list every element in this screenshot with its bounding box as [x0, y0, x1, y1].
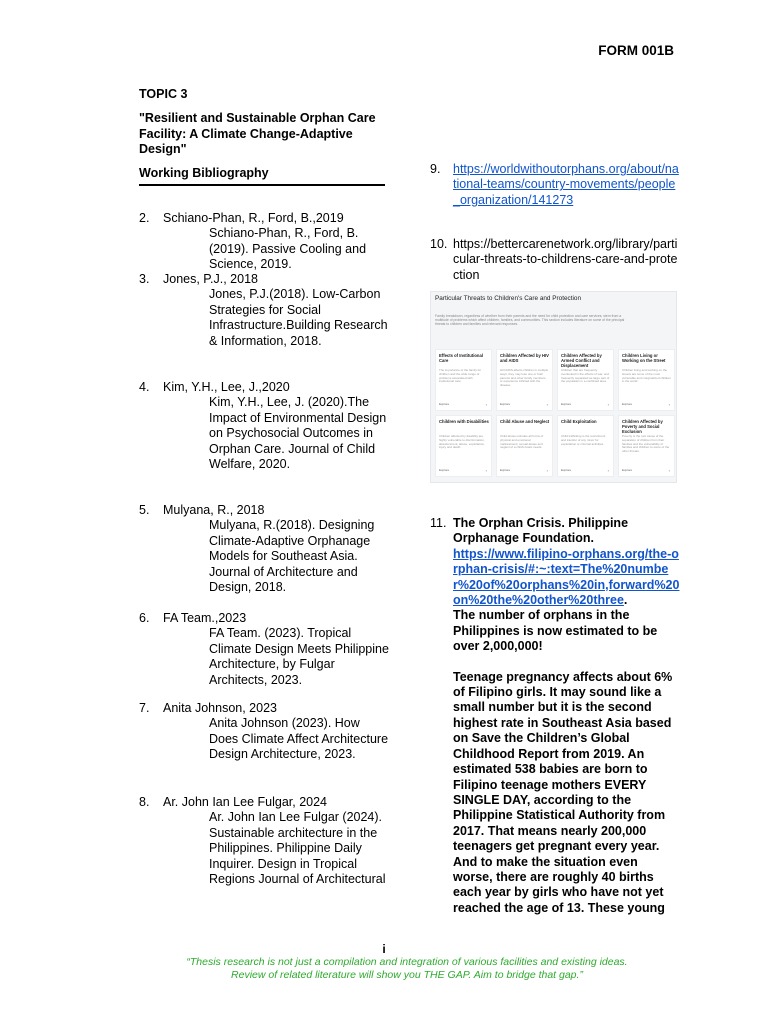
card-explore-link: Explore — [500, 468, 511, 472]
chevron-right-icon: › — [668, 402, 670, 407]
bibliography-entry — [139, 211, 389, 273]
entry-number: 3. — [139, 272, 150, 286]
card-explore-link: Explore — [500, 402, 511, 406]
entry-citation: Schiano-Phan, R., Ford, B. (2019). Passive Cooling and Science, 2019. — [209, 226, 367, 272]
chevron-right-icon: › — [607, 402, 609, 407]
filipino-orphans-link[interactable]: https://www.filipino-orphans.org/the-orphan-crisis/#:~:text=The%20number%20of%20orphans%20in,forward%20on%20the%20other%20three — [453, 546, 680, 608]
threat-card — [618, 415, 675, 477]
entry-number: 7. — [139, 701, 150, 715]
card-description: Children living and working on the streets are some of the most vulnerable and marginalized children in the world. — [622, 369, 671, 384]
threat-card — [496, 415, 553, 477]
card-description: Child abuse includes all forms of physical and emotional maltreatment, sexual abuse and neglect of a child's basic needs. — [500, 435, 544, 450]
card-explore-link: Explore — [439, 468, 450, 472]
card-explore-link: Explore — [561, 468, 572, 472]
card-description: HIV/AIDS affects children in multiple ways, they may lose one or both parents and other family members or experience inflicted with the disease. — [500, 369, 549, 388]
entry-source: The Orphan Crisis. Philippine Orphanage Foundation. — [453, 516, 629, 546]
thesis-title: "Resilient and Sustainable Orphan Care Facility: A Climate Change-Adaptive Design" — [139, 111, 376, 156]
card-title: Children with Disabilities — [439, 419, 489, 424]
embedded-webpage-screenshot — [430, 291, 677, 483]
world-without-orphans-link[interactable]: https://worldwithoutorphans.org/about/national-teams/country-movements/people_organization/141273 — [453, 162, 679, 207]
screenshot-title: Particular Threats to Children's Care and Protection — [435, 295, 582, 302]
footer-quote-line-2: Review of related literature will show you THE GAP. Aim to bridge that gap.” — [231, 969, 583, 981]
entry-heading: FA Team.,2023 — [163, 611, 247, 625]
bibliography-entry — [139, 380, 389, 472]
better-care-network-url: https://bettercarenetwork.org/library/particular-threats-to-childrens-care-and-protection — [453, 237, 678, 282]
bibliography-entry — [430, 162, 680, 208]
threat-card — [557, 349, 614, 411]
threat-card — [618, 349, 675, 411]
entry-citation: Kim, Y.H., Lee, J. (2020).The Impact of Environmental Design on Psychosocial Outcomes in Orphan Care. Journal of Child Welfare, 2020. — [209, 395, 387, 472]
card-description: Child trafficking is the recruitment and transfer of any minor for exploitation or criminal activities. — [561, 435, 606, 446]
entry-citation: Ar. John Ian Lee Fulgar (2024). Sustainable architecture in the Philippines. Philippine Daily Inquirer. Design in Tropical Regions Journal of Architectural — [209, 810, 386, 887]
teenage-pregnancy-paragraph: Teenage pregnancy affects about 6% of Filipino girls. It may sound like a small number but it is the second highest rate in Southeast Asia based on Save the Children’s Global Childhood Report from 2019. An estimated 538 babies are born to Filipino teenage mothers EVERY SINGLE DAY, according to the Philippine Statistical Authority from 2017. That means nearly 200,000 teenagers get pregnant every year. And to make the situation even worse, there are roughly 40 births each year by girls who have not yet reached the age of 13. These young — [453, 669, 673, 915]
entry-number: 10. — [430, 237, 448, 251]
card-description: Children affected by disability are highly vulnerable to discrimination, abandonment, abuse, exploitation, injury and death. — [439, 435, 485, 450]
entry-number: 8. — [139, 795, 150, 809]
orphan-estimate: The number of orphans in the Philippines is now estimated to be over 2,000,000! — [453, 608, 658, 654]
entry-heading: Anita Johnson, 2023 — [163, 701, 277, 715]
threat-card — [435, 415, 492, 477]
card-title: Children Living or Working on the Street — [622, 353, 666, 364]
entry-number: 5. — [139, 503, 150, 517]
chevron-right-icon: › — [546, 468, 548, 473]
card-title: Children Affected by Armed Conflict and Displacement — [561, 353, 602, 369]
topic-label: TOPIC 3 — [139, 87, 188, 101]
page-number: i — [382, 942, 386, 956]
bibliography-entry — [139, 701, 389, 763]
card-explore-link: Explore — [561, 402, 572, 406]
entry-citation: Mulyana, R.(2018). Designing Climate-Adaptive Orphanage Models for Southeast Asia. Journal of Architecture and Design, 2018. — [209, 518, 375, 595]
section-heading: Working Bibliography — [139, 166, 385, 186]
entry-heading: Ar. John Ian Lee Fulgar, 2024 — [163, 795, 328, 809]
card-title: Effects of Institutional Care — [439, 353, 483, 364]
chevron-right-icon: › — [485, 402, 487, 407]
entry-number: 9. — [430, 162, 441, 176]
entry-heading: Kim, Y.H., Lee, J.,2020 — [163, 380, 290, 394]
form-id: FORM 001B — [598, 43, 674, 58]
bibliography-entry — [430, 516, 680, 916]
card-title: Child Abuse and Neglect — [500, 419, 550, 424]
entry-citation: Anita Johnson (2023). How Does Climate Affect Architecture Design Architecture, 2023. — [209, 716, 389, 762]
entry-heading: Mulyana, R., 2018 — [163, 503, 265, 517]
entry-number: 2. — [139, 211, 150, 225]
card-explore-link: Explore — [622, 402, 633, 406]
threat-card — [496, 349, 553, 411]
chevron-right-icon: › — [546, 402, 548, 407]
bibliography-entry — [139, 611, 389, 688]
bibliography-entry — [139, 272, 389, 349]
entry-citation: FA Team. (2023). Tropical Climate Design Meets Philippine Architecture, by Fulgar Architects, 2023. — [209, 626, 389, 687]
entry-heading: Jones, P.J., 2018 — [163, 272, 258, 286]
threat-card — [435, 349, 492, 411]
card-description: Poverty is the root cause of the separation of children from their families and the vulnerability of families and children to some of the other threats. — [622, 435, 670, 454]
card-description: The importance of the family for children and the wide range of problems associated with institutional care. — [439, 369, 482, 384]
chevron-right-icon: › — [485, 468, 487, 473]
link-period: . — [623, 593, 628, 608]
chevron-right-icon: › — [607, 468, 609, 473]
chevron-right-icon: › — [668, 468, 670, 473]
card-title: Child Exploitation — [561, 419, 597, 424]
entry-number: 11. — [430, 516, 447, 530]
footer-quote-line-1: “Thesis research is not just a compilation and integration of various facilities and existing ideas. — [186, 956, 628, 968]
threat-card — [557, 415, 614, 477]
screenshot-description: Family breakdown, regardless of whether from their parents and the need for child protection and care services, stem from a multitude of problems which affect children, families, and communities. This section includes literature on some of the principal threats to children and families and relevant responses. — [435, 314, 625, 327]
entry-number: 4. — [139, 380, 150, 394]
card-description: Children that are frequently overlooked in the effects of war, and frequently separated as large part of the population in a conflicted area. — [561, 369, 610, 384]
bibliography-entry — [139, 795, 389, 887]
card-title: Children Affected by Poverty and Social Exclusion — [622, 419, 663, 435]
entry-heading: Schiano-Phan, R., Ford, B.,2019 — [163, 211, 344, 225]
card-title: Children Affected by HIV and AIDS — [500, 353, 549, 364]
bibliography-entry — [430, 237, 680, 283]
bibliography-entry — [139, 503, 389, 595]
card-explore-link: Explore — [439, 402, 450, 406]
entry-number: 6. — [139, 611, 150, 625]
entry-citation: Jones, P.J.(2018). Low-Carbon Strategies for Social Infrastructure.Building Research & Information, 2018. — [209, 287, 388, 348]
card-explore-link: Explore — [622, 468, 633, 472]
